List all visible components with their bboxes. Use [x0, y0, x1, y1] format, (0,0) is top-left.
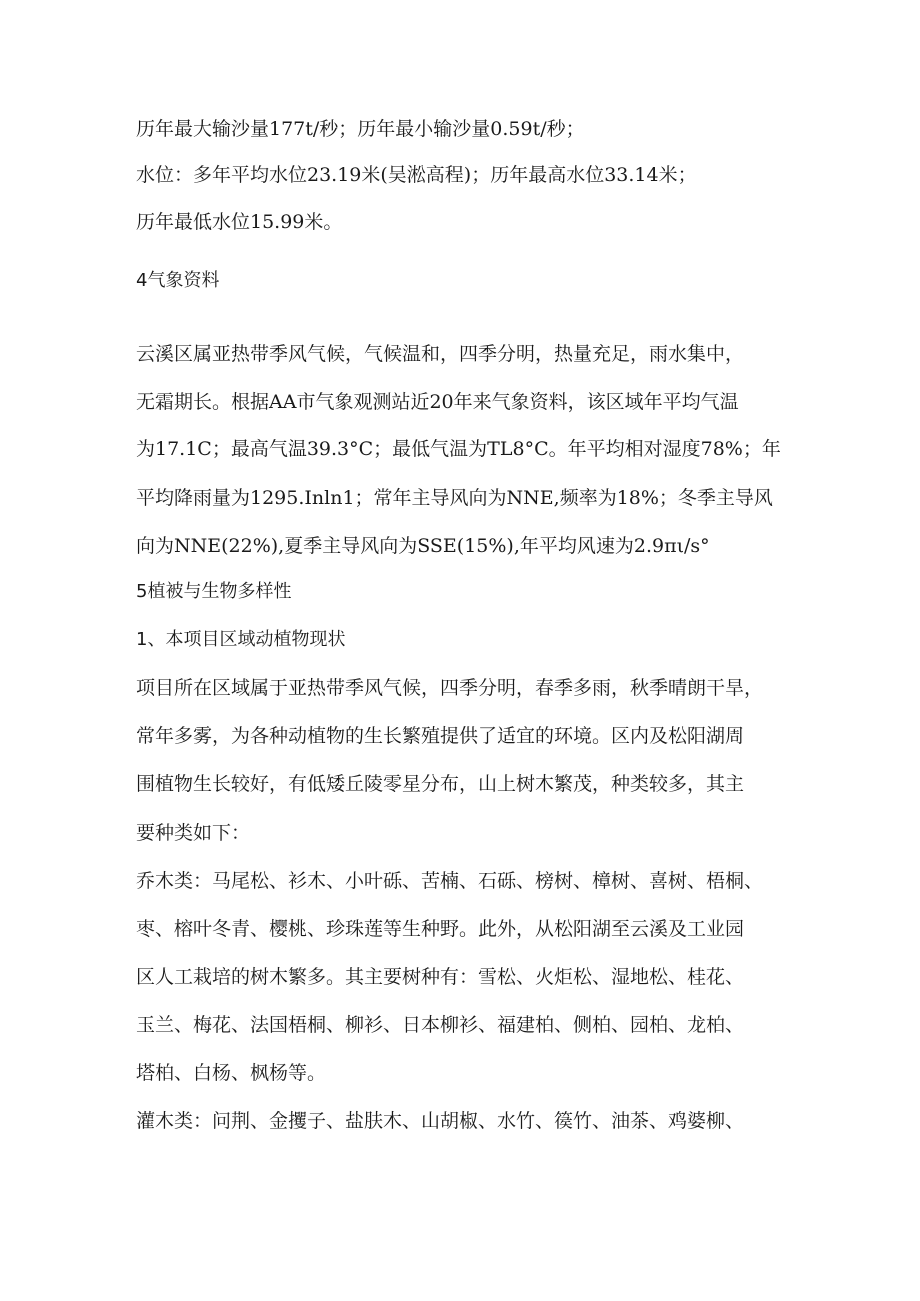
paragraph-line: 玉兰、梅花、法国梧桐、柳衫、日本柳衫、福建柏、侧柏、园柏、龙柏、: [136, 1014, 745, 1036]
paragraph-line: 要种类如下：: [136, 822, 251, 844]
paragraph-line: 乔木类：马尾松、衫木、小叶砾、苦楠、石砾、榜树、樟树、喜树、梧桐、: [136, 870, 764, 892]
paragraph-line: 为17.1C；最高气温39.3°C；最低气温为TL8°C。年平均相对湿度78%；年: [136, 438, 781, 460]
paragraph-line: 水位：多年平均水位23.19米(吴淞高程)；历年最高水位33.14米；: [136, 164, 697, 186]
section-heading: 4气象资料: [136, 270, 220, 291]
paragraph-line: 围植物生长较好，有低矮丘陵零星分布，山上树木繁茂，种类较多，其主: [136, 773, 745, 795]
section-heading: 5植被与生物多样性: [136, 581, 292, 602]
paragraph-line: 云溪区属亚热带季风气候，气候温和，四季分明，热量充足，雨水集中，: [136, 343, 745, 365]
paragraph-line: 平均降雨量为1295.Inln1；常年主导风向为NNE,频率为18%；冬季主导风: [136, 487, 773, 509]
paragraph-line: 常年多雾，为各种动植物的生长繁殖提供了适宜的环境。区内及松阳湖周: [136, 725, 745, 747]
paragraph-line: 区人工栽培的树木繁多。其主要树种有：雪松、火炬松、湿地松、桂花、: [136, 966, 745, 988]
paragraph-line: 枣、榕叶冬青、樱桃、珍珠莲等生种野。此外，从松阳湖至云溪及工业园: [136, 918, 745, 940]
paragraph-line: 历年最大输沙量177t/秒；历年最小输沙量0.59t/秒；: [136, 118, 585, 140]
subsection-heading: 1、本项目区域动植物现状: [136, 629, 346, 650]
paragraph-line: 历年最低水位15.99米。: [136, 211, 343, 233]
paragraph-line: 项目所在区域属于亚热带季风气候，四季分明，春季多雨，秋季晴朗干旱，: [136, 677, 764, 699]
paragraph-line: 灌木类：问荆、金攫子、盐肤木、山胡椒、水竹、篌竹、油茶、鸡婆柳、: [136, 1110, 745, 1132]
paragraph-line: 塔柏、白杨、枫杨等。: [136, 1062, 327, 1084]
paragraph-line: 无霜期长。根据AA市气象观测站近20年来气象资料，该区域年平均气温: [136, 391, 739, 413]
paragraph-line: 向为NNE(22%),夏季主导风向为SSE(15%),年平均风速为2.9πι∕s°: [136, 535, 710, 557]
